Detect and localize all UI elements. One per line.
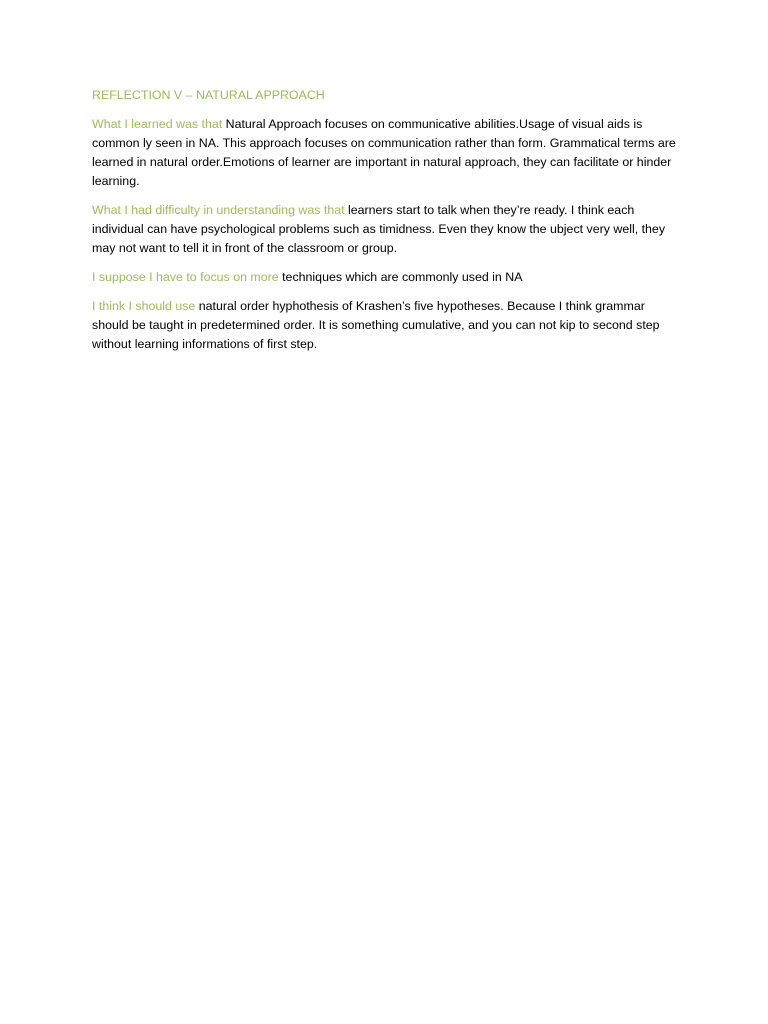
- paragraph-body: natural order hyphothesis of Krashen’s five hypotheses. Because I think grammar should be taught in predetermined order. It is something cumulative, and you can not kip to second step without learning informations of first step.: [92, 299, 660, 351]
- paragraph-difficulty: [92, 201, 682, 258]
- paragraph-body: techniques which are commonly used in NA: [278, 270, 523, 284]
- paragraph-body: learners start to talk when they’re ready. I think each individual can have psychological problems such as timidness. Even they know the ubject very well, they may not want to tell it in front of the classroom or group.: [92, 203, 666, 255]
- paragraph-lead: What I had difficulty in understanding was that: [92, 203, 345, 217]
- paragraph-body: Natural Approach focuses on communicative abilities.Usage of visual aids is common ly seen in NA. This approach focuses on communication rather than form. Grammatical terms are learned in natural order.Emotions of learner are important in natural approach, they can facilitate or hinder learning.: [92, 117, 676, 188]
- paragraph-use: [92, 297, 682, 354]
- paragraph-lead: What I learned was that: [92, 117, 223, 131]
- document-title: REFLECTION V – NATURAL APPROACH: [92, 88, 325, 102]
- paragraph-lead: I think I should use: [92, 299, 196, 313]
- paragraph-lead: I suppose I have to focus on more: [92, 270, 279, 284]
- document-content: [92, 86, 682, 364]
- paragraph-focus: [92, 268, 682, 287]
- paragraph-learned: [92, 115, 682, 191]
